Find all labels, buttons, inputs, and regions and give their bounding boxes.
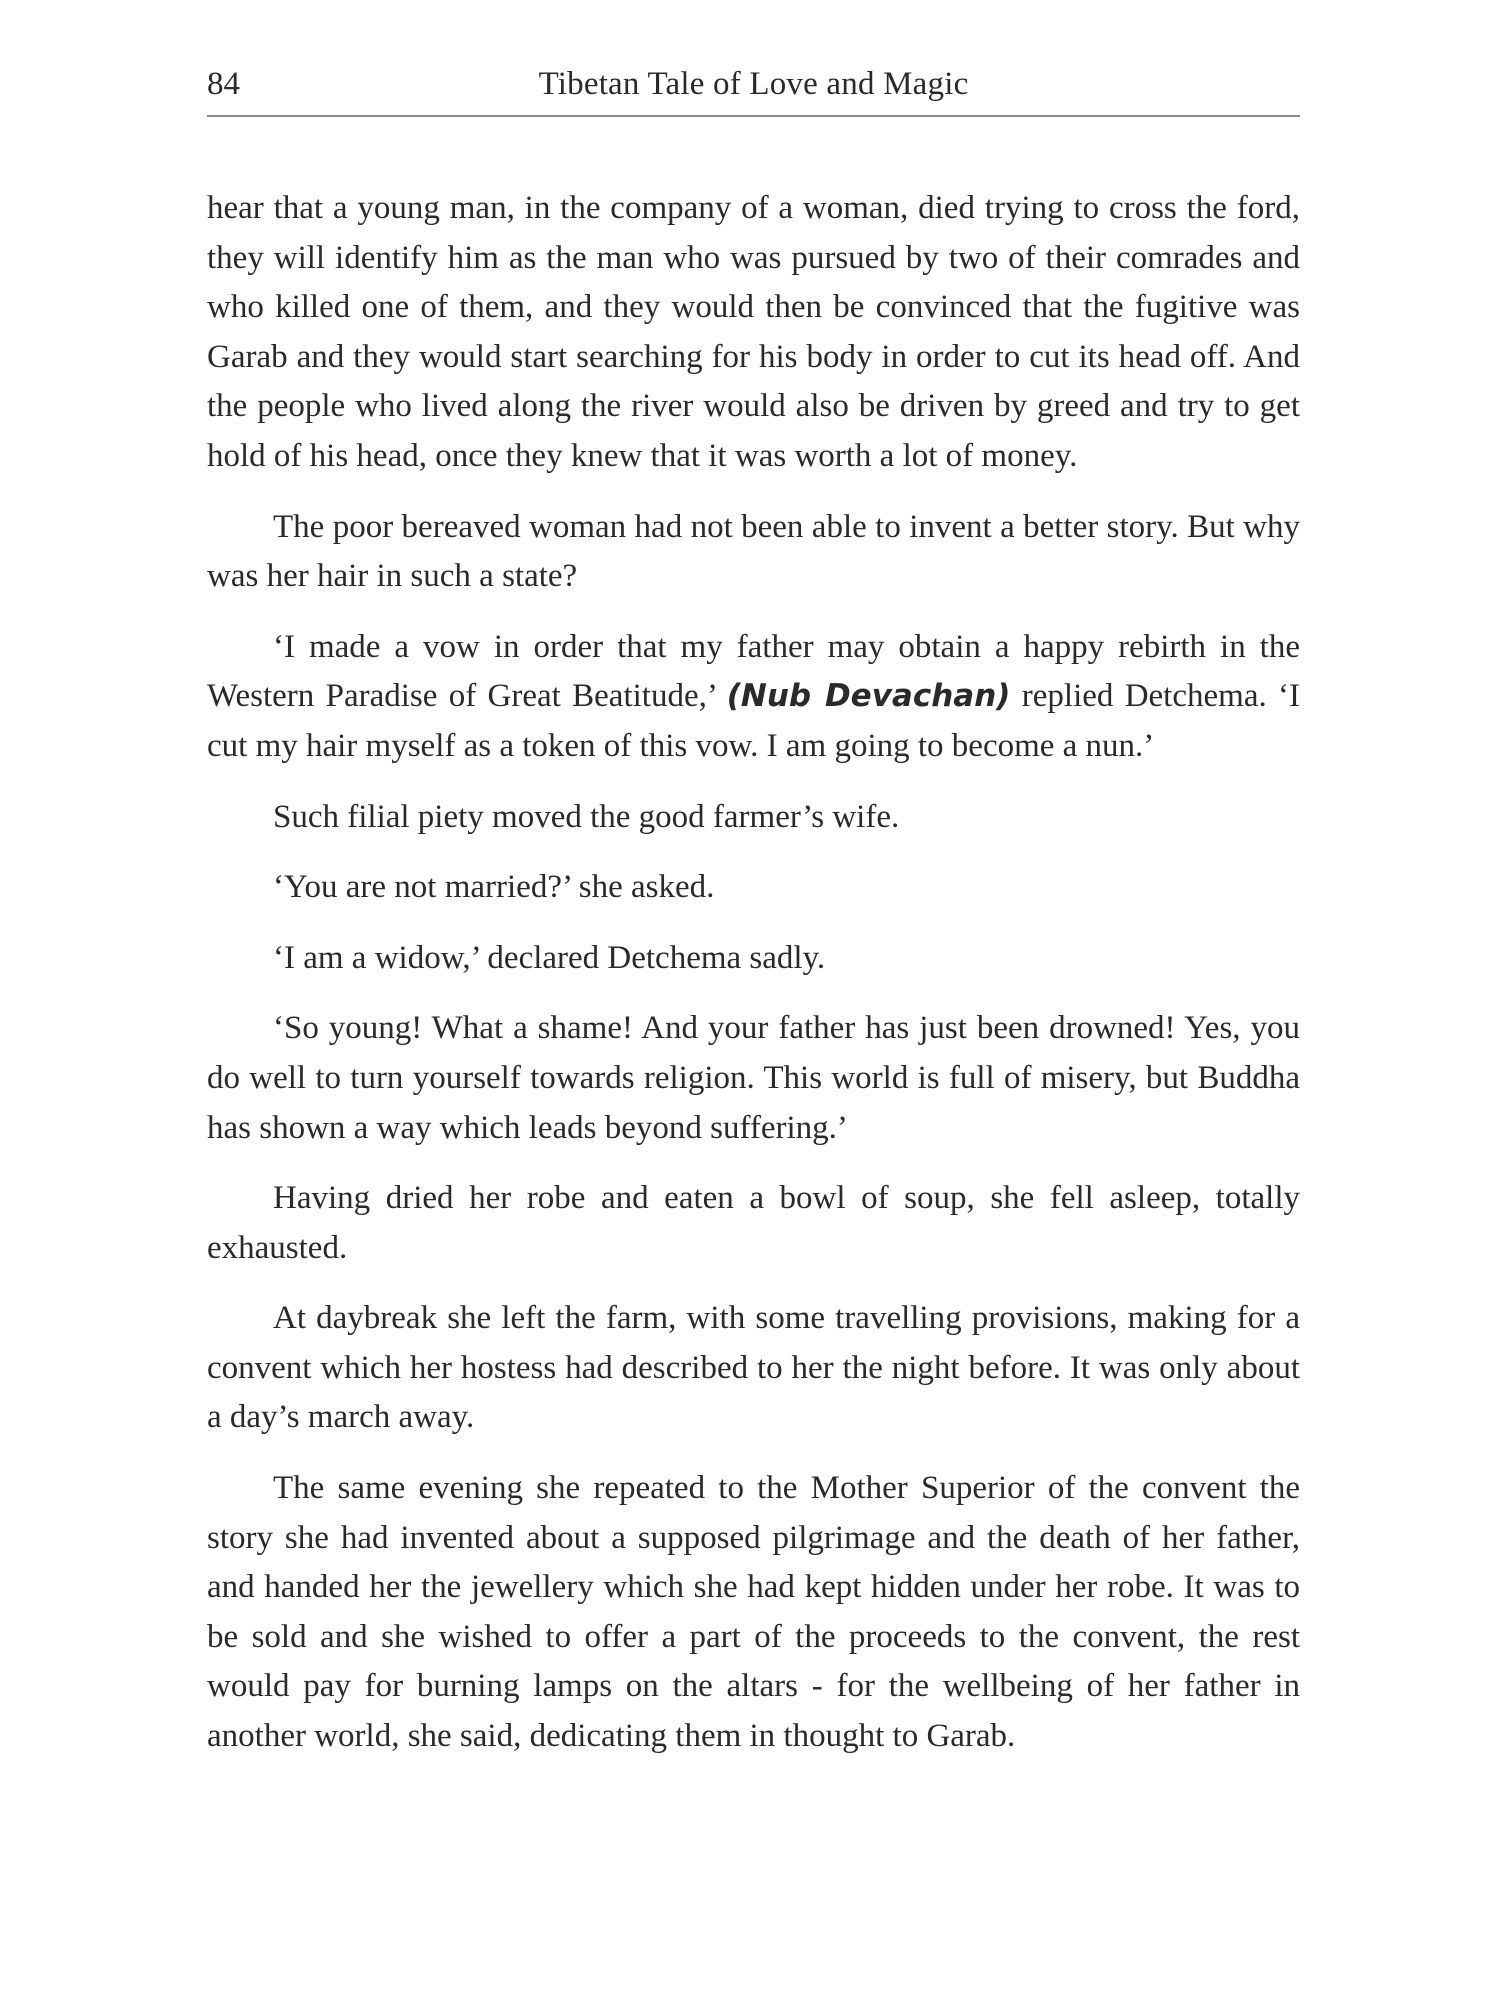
paragraph-daybreak: At daybreak she left the farm, with some travelling provisions, making for a convent which her hostess had described to her the night before. It was only about a day’s march away. [207,1300,1300,1436]
header-rule [207,115,1300,117]
paragraph-mother-superior: The same evening she repeated to the Mother Superior of the convent the story she had invented about a supposed pilgrimage and the death of her father, and handed her the jewellery which she had kept hidden under her robe. It was to be sold and she wished to offer a part of the proceeds to the convent, the rest would pay for burning lamps on the altars - for the wellbeing of her father in another world, she said, dedicating them in thought to Garab. [207,1470,1300,1755]
running-title: Tibetan Tale of Love and Magic [538,66,969,102]
paragraph-continuation: hear that a young man, in the company of a woman, died trying to cross the ford, they will identify him as the man who was pursued by two of their comrades and who killed one of them, and they would then be convinced that the fugitive was Garab and they would start searching for his body in order to cut its head off. And the people who lived along the river would also be driven by greed and try to get hold of his head, once they knew that it was worth a lot of money. [207,190,1300,474]
paragraph-better-story: The poor bereaved woman had not been able to invent a better story. But why was her hair in such a state? [207,508,1300,595]
emphasized-term: (Nub Devachan) [726,678,1011,715]
running-head [207,58,1300,110]
paragraph-so-young: ‘So young! What a shame! And your father has just been drowned! Yes, you do well to turn yourself towards religion. This world is full of misery, but Buddha has shown a way which leads beyond suffering.’ [207,1010,1300,1146]
body-text [207,184,1300,1783]
vow-text-after: replied Detchema. ‘I cut my hair myself as a token of this vow. I am going to become a nun.’ [207,678,1301,764]
paragraph-not-married: ‘You are not married?’ she asked. [273,869,715,906]
paragraph-vow [207,623,1300,772]
paragraph-filial-piety: Such filial piety moved the good farmer’s wife. [273,798,900,835]
paragraph-fell-asleep: Having dried her robe and eaten a bowl of soup, she fell asleep, totally exhausted. [207,1180,1300,1266]
vow-text-before: ‘I made a vow in order that my father may obtain a happy rebirth in the Western Paradise of Great Beatitude,’ [207,628,1300,715]
page-number: 84 [207,66,240,102]
paragraph-widow: ‘I am a widow,’ declared Detchema sadly. [273,939,826,976]
